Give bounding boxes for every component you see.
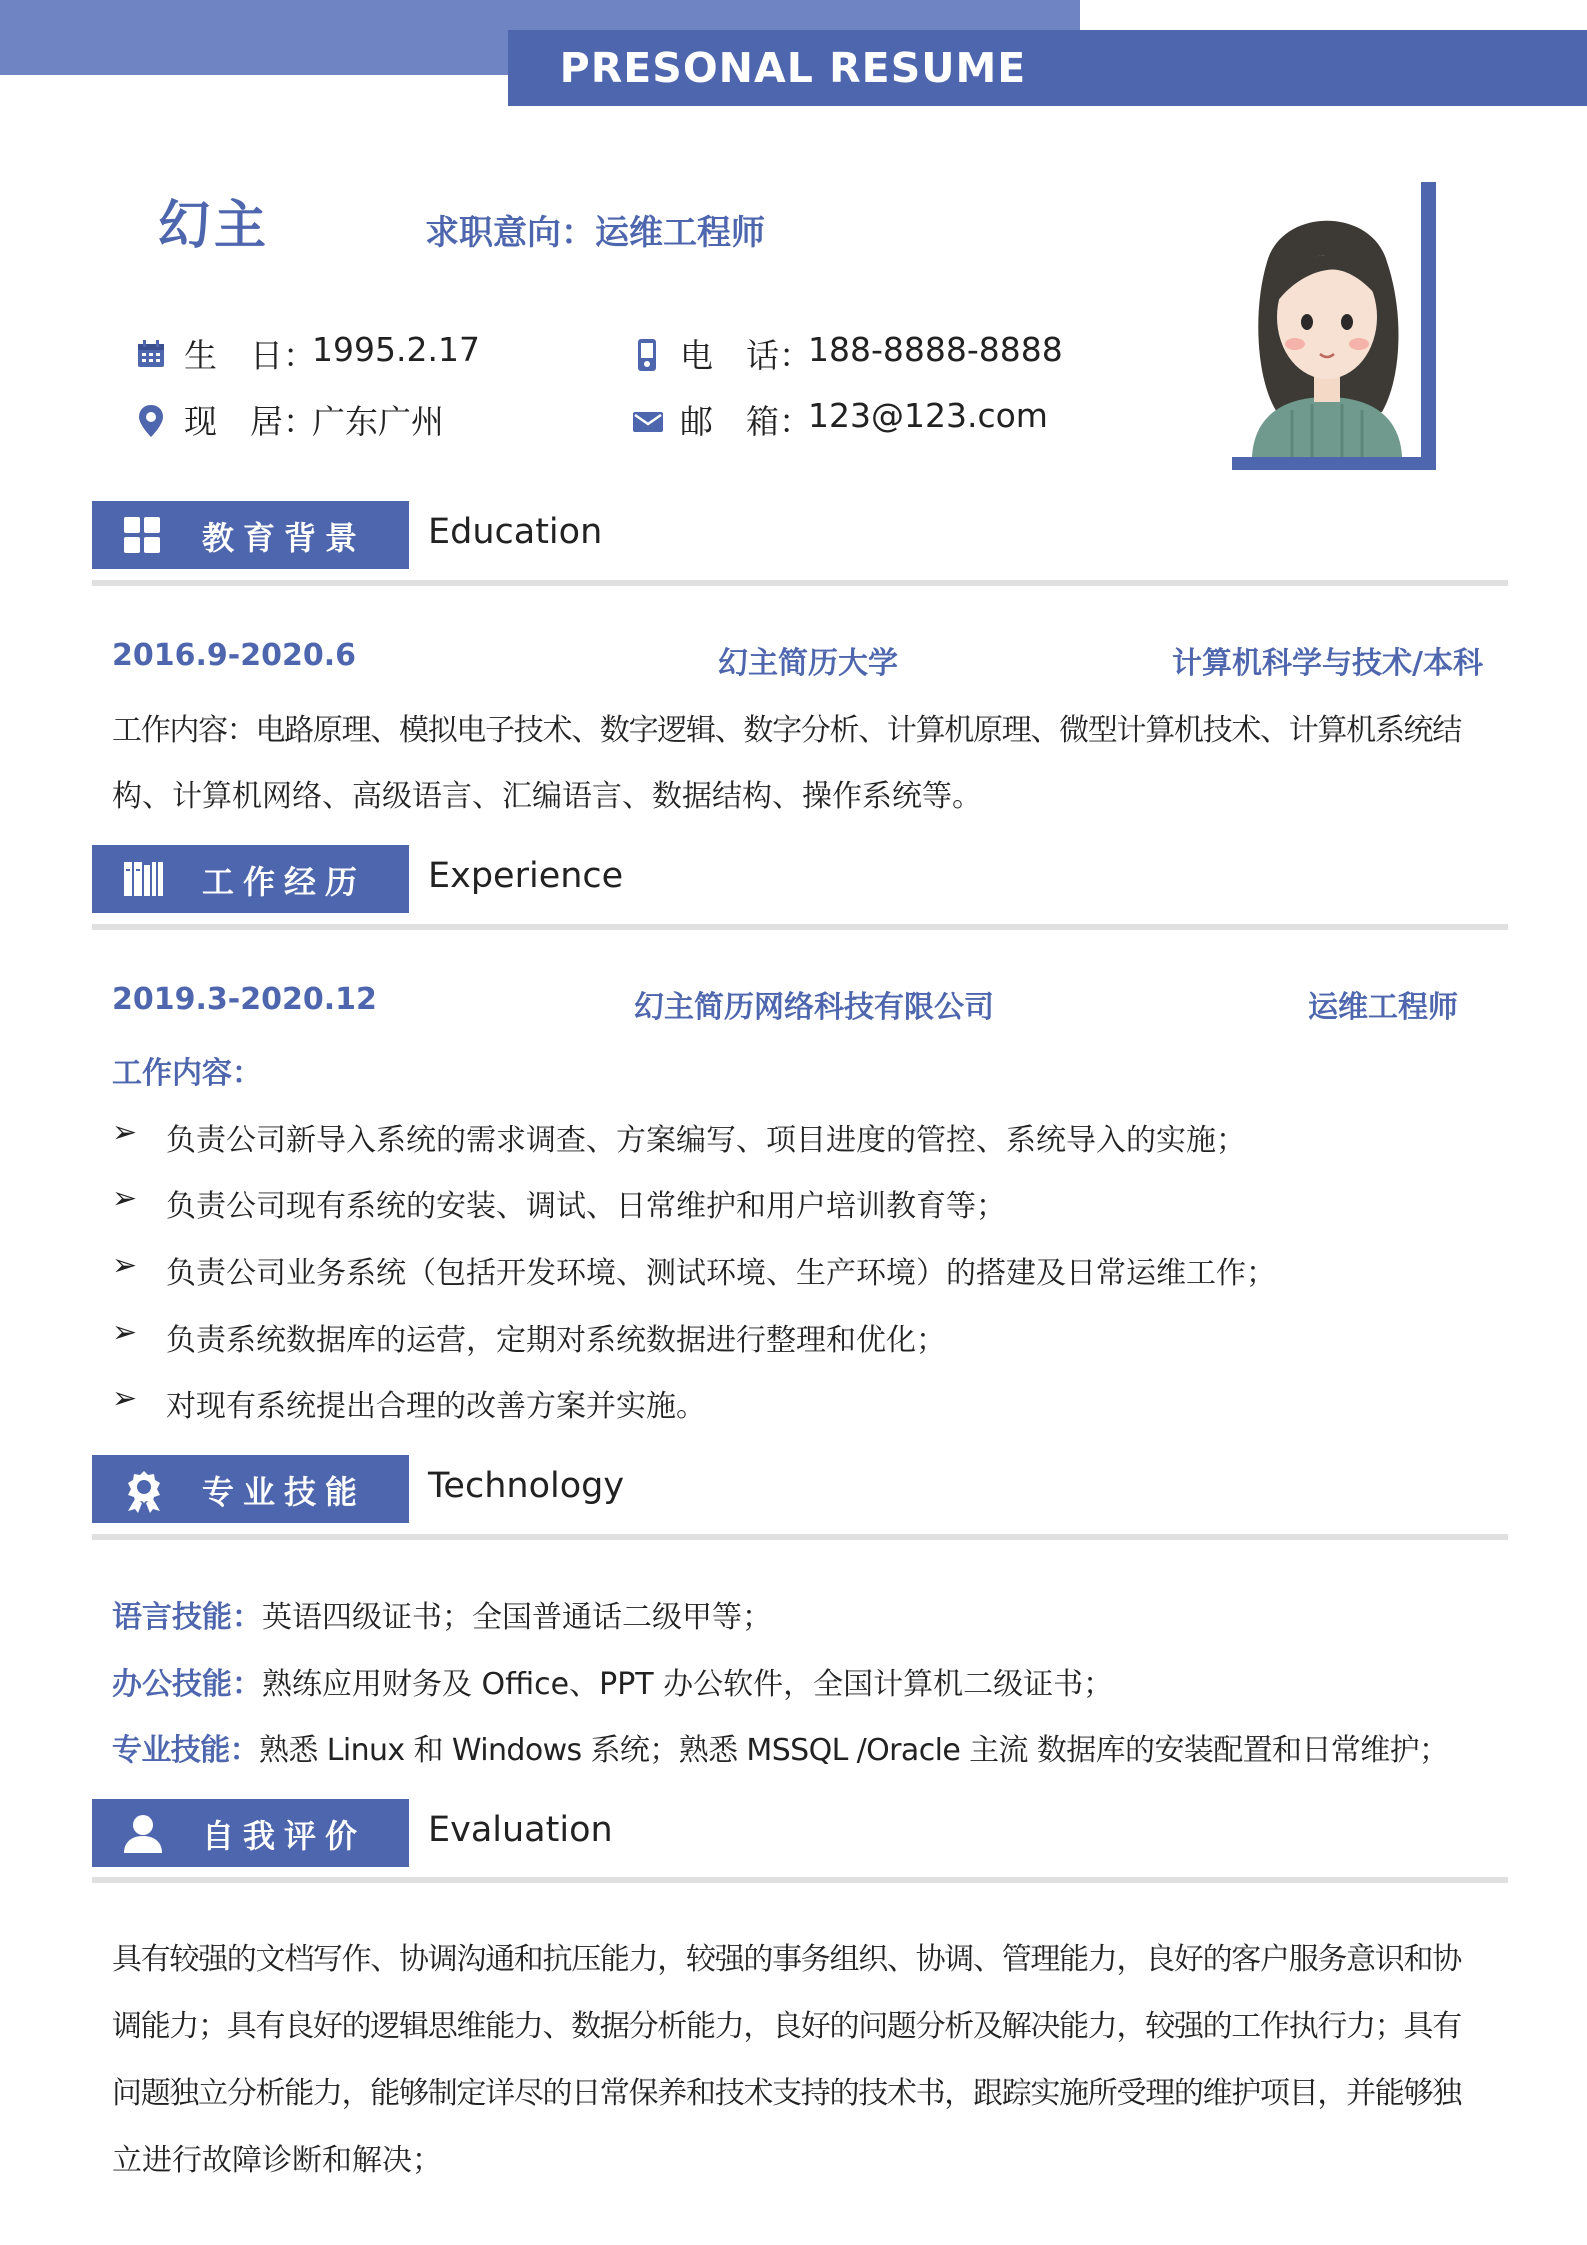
award-ribbon-icon <box>122 1469 166 1517</box>
info-value: 广东广州 <box>312 402 444 441</box>
skill-item <box>112 1659 1113 1703</box>
info-phone <box>632 330 1152 375</box>
section-header-evaluation <box>92 1799 409 1867</box>
evaluation-line: 具有较强的文档写作、协调沟通和抗压能力，较强的事务组织、协调、管理能力，良好的客户服务意识和协 <box>112 1942 1461 1977</box>
skill-item <box>112 1592 772 1636</box>
arrow-bullet-icon: ➢ <box>112 1315 138 1350</box>
info-label: 电 话： <box>680 336 812 375</box>
skill-label: 办公技能： <box>112 1667 262 1702</box>
evaluation-line: 调能力；具有良好的逻辑思维能力、数据分析能力，良好的问题分析及解决能力，较强的工作执行力；具有 <box>112 2009 1461 2044</box>
banner-title: PRESONAL RESUME <box>559 44 1027 92</box>
section-header-skills <box>92 1455 409 1523</box>
experience-company: 幻主简历网络科技有限公司 <box>634 990 994 1025</box>
section-divider <box>92 924 1508 930</box>
phone-icon <box>632 338 662 380</box>
info-label: 生 日： <box>184 336 316 375</box>
bullet-text: 对现有系统提出合理的改善方案并实施。 <box>166 1389 706 1424</box>
education-school: 幻主简历大学 <box>718 646 898 681</box>
skill-value: 熟练应用财务及 Office、PPT 办公软件，全国计算机二级证书； <box>262 1667 1114 1702</box>
arrow-bullet-icon: ➢ <box>112 1115 138 1150</box>
photo-frame-bar-horizontal <box>1232 457 1436 470</box>
section-title-en: Education <box>428 512 603 552</box>
location-pin-icon <box>136 404 166 446</box>
section-title: 自我评价 <box>202 1817 367 1855</box>
info-value: 123@123.com <box>808 396 1048 435</box>
section-title: 教育背景 <box>202 519 367 557</box>
photo-frame-bar-vertical <box>1421 182 1436 470</box>
section-title: 专业技能 <box>202 1473 367 1511</box>
experience-period: 2019.3-2020.12 <box>112 982 377 1017</box>
bullet-text: 负责系统数据库的运营，定期对系统数据进行整理和优化； <box>166 1323 946 1358</box>
section-title: 工作经历 <box>202 863 367 901</box>
info-label: 邮 箱： <box>680 402 812 441</box>
info-email <box>632 396 1152 441</box>
skill-label: 专业技能： <box>112 1733 259 1768</box>
info-value: 1995.2.17 <box>312 330 480 369</box>
arrow-bullet-icon: ➢ <box>112 1381 138 1416</box>
education-content-line: 工作内容：电路原理、模拟电子技术、数字逻辑、数字分析、计算机原理、微型计算机技术、计算机系统结 <box>112 713 1461 748</box>
section-title-en: Experience <box>428 856 624 896</box>
profile-photo <box>1232 182 1436 470</box>
section-header-education <box>92 501 409 569</box>
section-divider <box>92 1534 1508 1540</box>
job-intent: 求职意向：运维工程师 <box>425 213 765 253</box>
education-content-line: 构、计算机网络、高级语言、汇编语言、数据结构、操作系统等。 <box>112 779 982 814</box>
avatar-illustration <box>1232 182 1422 457</box>
section-divider <box>92 580 1508 586</box>
section-title-en: Technology <box>428 1466 625 1506</box>
skill-label: 语言技能： <box>112 1600 262 1635</box>
mail-icon <box>632 404 664 443</box>
user-icon <box>122 1813 164 1859</box>
skill-value: 英语四级证书；全国普通话二级甲等； <box>262 1600 772 1635</box>
grid-icon <box>122 515 162 559</box>
candidate-name: 幻主 <box>158 196 271 256</box>
arrow-bullet-icon: ➢ <box>112 1248 138 1283</box>
skill-value: 熟悉 Linux 和 Windows 系统；熟悉 MSSQL /Oracle 主流 数据库的安装配置和日常维护； <box>259 1733 1449 1768</box>
bullet-text: 负责公司业务系统（包括开发环境、测试环境、生产环境）的搭建及日常运维工作； <box>166 1256 1276 1291</box>
evaluation-line: 立进行故障诊断和解决； <box>112 2143 442 2178</box>
experience-role: 运维工程师 <box>1308 990 1458 1025</box>
education-period: 2016.9-2020.6 <box>112 638 356 673</box>
info-value: 188-8888-8888 <box>808 330 1063 369</box>
section-header-experience <box>92 845 409 913</box>
info-location <box>136 396 636 441</box>
education-major: 计算机科学与技术/本科 <box>1172 646 1483 681</box>
books-icon <box>122 859 166 903</box>
skill-item <box>112 1725 1448 1769</box>
arrow-bullet-icon: ➢ <box>112 1181 138 1216</box>
info-label: 现 居： <box>184 402 316 441</box>
section-divider <box>92 1877 1508 1883</box>
info-birthday <box>136 330 636 375</box>
evaluation-line: 问题独立分析能力，能够制定详尽的日常保养和技术支持的技术书，跟踪实施所受理的维护项目，并能够独 <box>112 2076 1461 2111</box>
bullet-text: 负责公司现有系统的安装、调试、日常维护和用户培训教育等； <box>166 1189 1006 1224</box>
section-title-en: Evaluation <box>428 1810 613 1850</box>
calendar-icon <box>136 338 166 377</box>
experience-content-label: 工作内容： <box>112 1056 262 1091</box>
bullet-text: 负责公司新导入系统的需求调查、方案编写、项目进度的管控、系统导入的实施； <box>166 1123 1246 1158</box>
